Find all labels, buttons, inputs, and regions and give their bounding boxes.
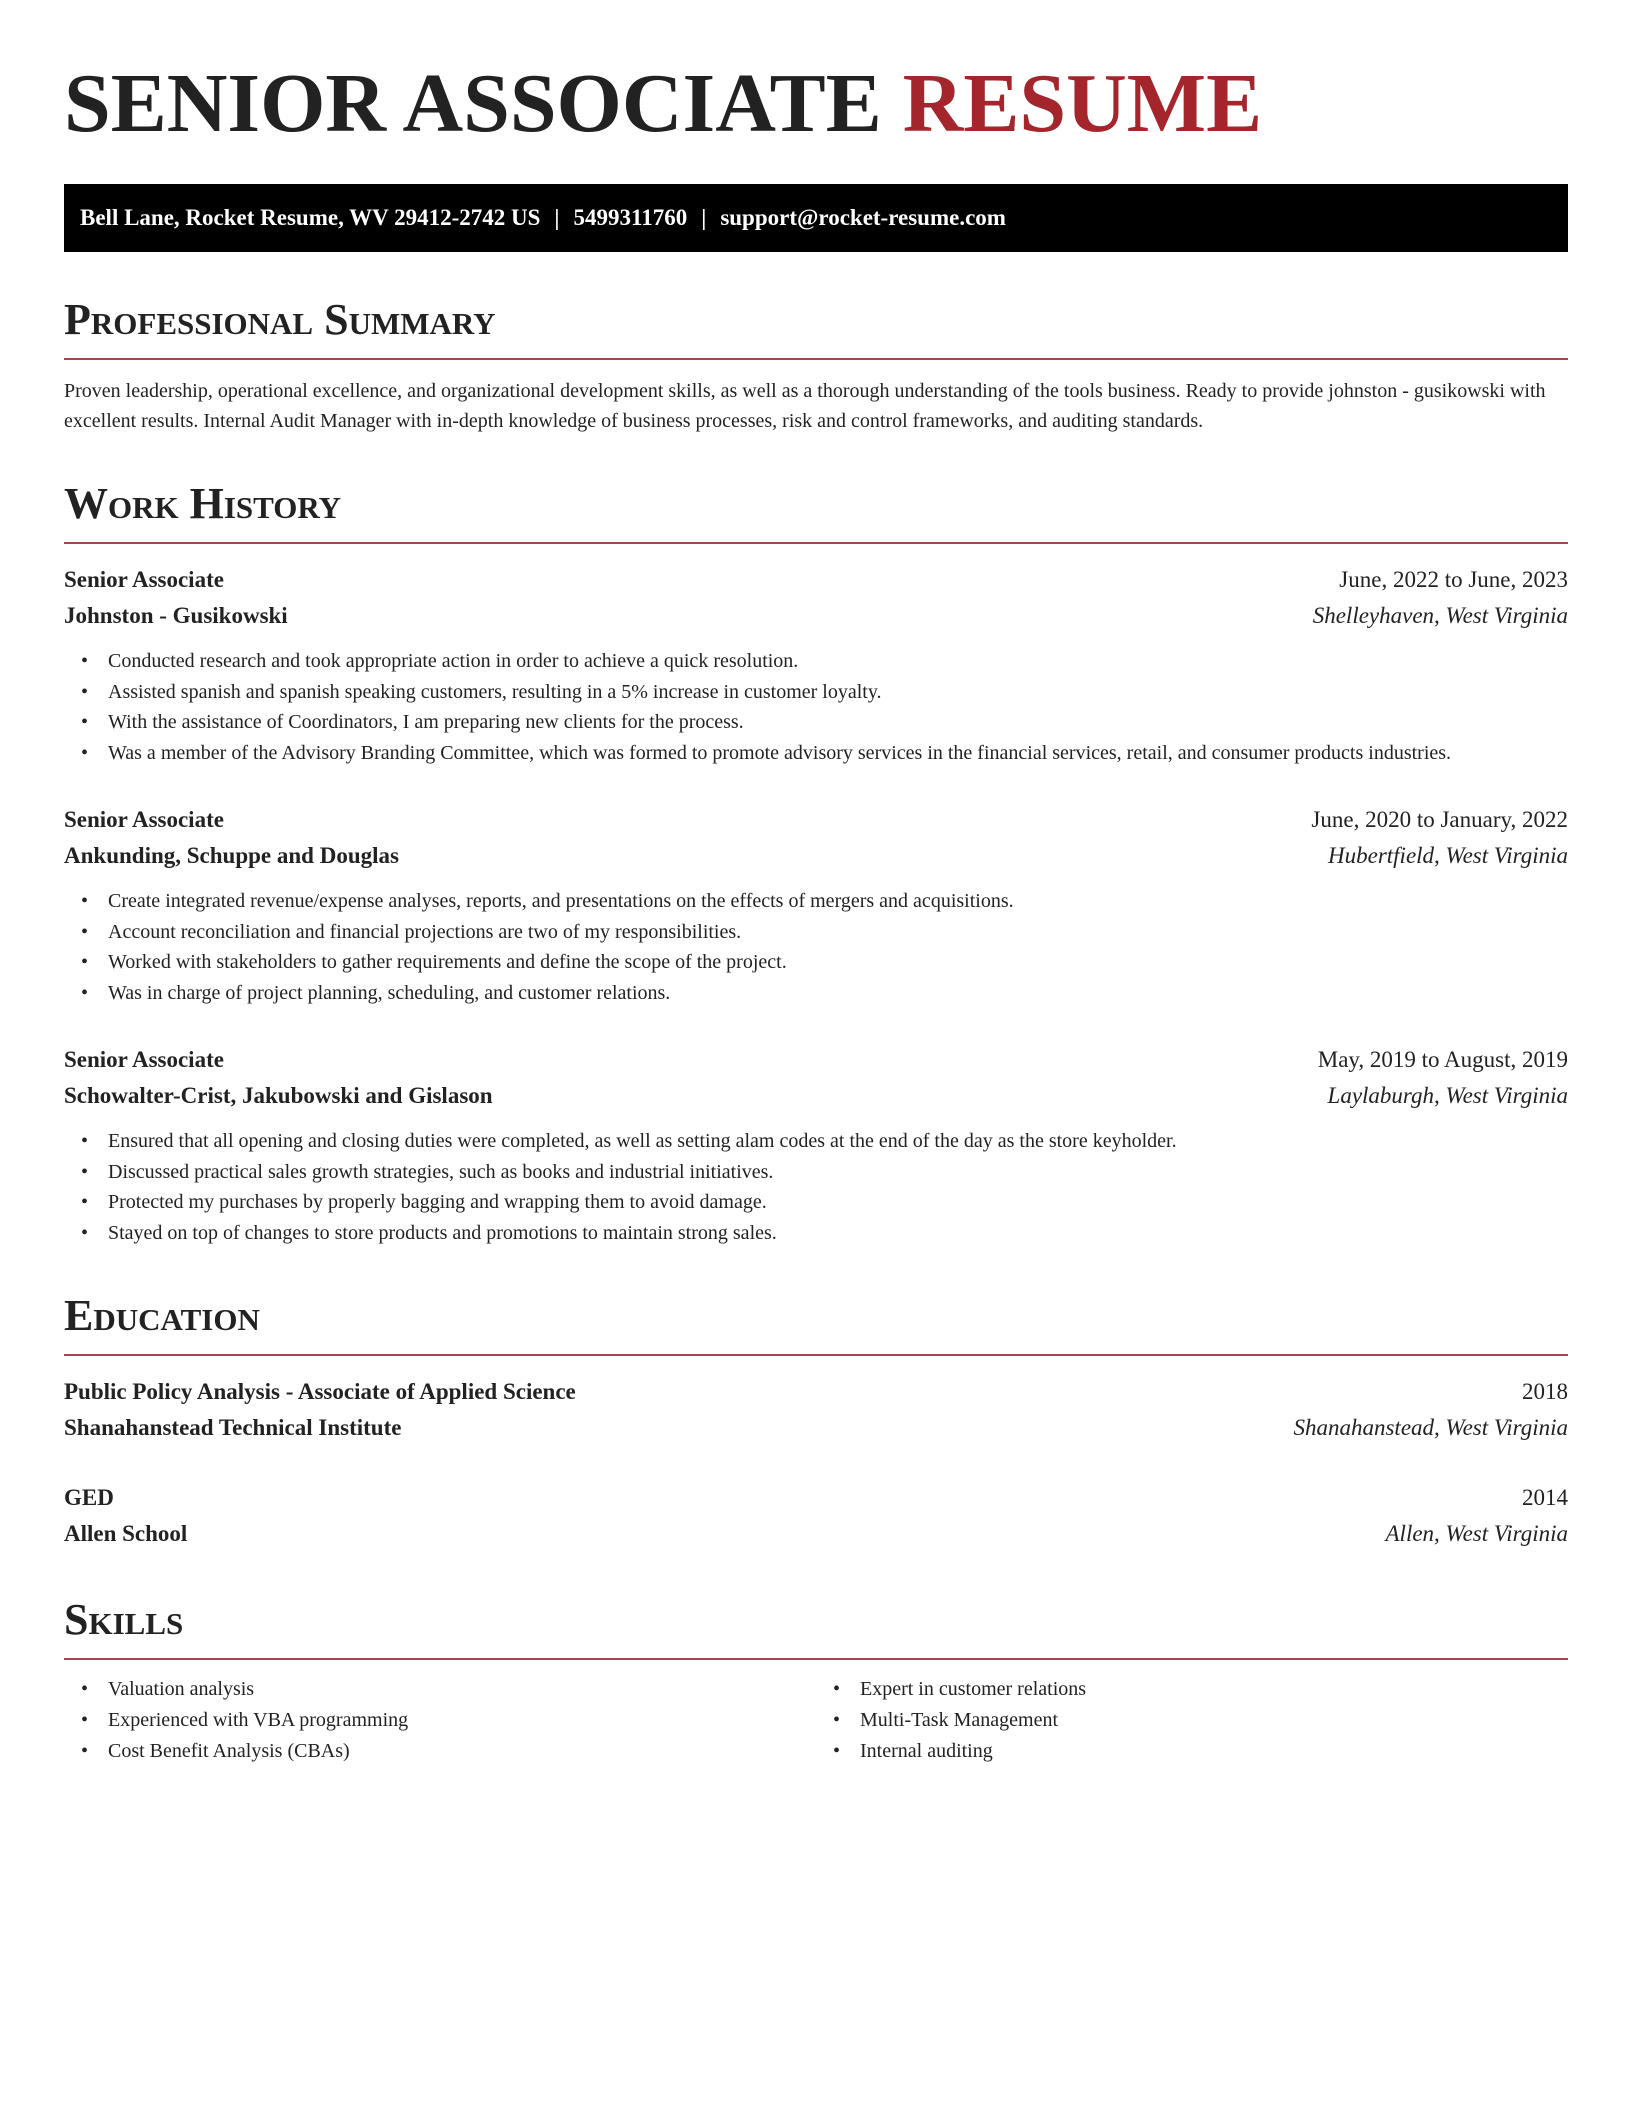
job-header-row	[64, 562, 1568, 598]
job-header-row	[64, 802, 1568, 838]
skills-column-left	[64, 1674, 816, 1767]
skills-section	[64, 1596, 1568, 1767]
bullet-icon: •	[81, 1160, 89, 1183]
skill-text: Multi-Task Management	[860, 1709, 1058, 1731]
education-location: Allen, West Virginia	[1385, 1521, 1568, 1546]
job-bullet-list	[64, 1126, 1568, 1248]
job-bullet-list	[64, 646, 1568, 768]
bullet-icon: •	[81, 650, 89, 672]
list-item	[64, 1736, 816, 1767]
bullet-text: Assisted spanish and spanish speaking customers, resulting in a 5% increase in customer loyalty.	[108, 680, 882, 703]
list-item	[816, 1736, 1568, 1767]
list-item	[816, 1705, 1568, 1736]
job-bullet-list	[64, 886, 1568, 1008]
title-main: SENIOR ASSOCIATE	[64, 57, 882, 150]
job-company-row	[64, 598, 1568, 634]
job-header-row	[64, 1042, 1568, 1078]
contact-phone: 5499311760	[573, 205, 688, 230]
job-entry	[64, 562, 1568, 768]
education-school: Shanahanstead Technical Institute	[64, 1415, 402, 1440]
education-year: 2018	[1522, 1379, 1568, 1404]
contact-email[interactable]: support@rocket-resume.com	[720, 205, 1006, 230]
job-company-row	[64, 838, 1568, 874]
list-item	[64, 1674, 816, 1705]
contact-separator: |	[554, 205, 560, 230]
job-title: Senior Associate	[64, 807, 224, 832]
resume-title	[64, 58, 1568, 150]
job-entry	[64, 1042, 1568, 1248]
bullet-icon: •	[81, 741, 89, 764]
list-item	[64, 646, 1568, 677]
bullet-text: Protected my purchases by properly bagging and wrapping them to avoid damage.	[108, 1191, 767, 1213]
bullet-text: With the assistance of Coordinators, I am preparing new clients for the process.	[108, 711, 744, 733]
bullet-text: Conducted research and took appropriate action in order to achieve a quick resolution.	[108, 650, 799, 672]
job-company: Schowalter-Crist, Jakubowski and Gislason	[64, 1083, 493, 1108]
title-accent: RESUME	[902, 57, 1263, 150]
job-entry	[64, 802, 1568, 1008]
bullet-text: Was a member of the Advisory Branding Committee, which was formed to promote advisory services in the financial services, retail, and consumer products industries.	[108, 741, 1452, 764]
list-item	[64, 1218, 1568, 1249]
bullet-icon: •	[81, 1130, 89, 1152]
bullet-text: Ensured that all opening and closing duties were completed, as well as setting alam codes at the end of the day as the store keyholder.	[108, 1130, 1177, 1152]
job-title: Senior Associate	[64, 1047, 224, 1072]
education-degree: Public Policy Analysis - Associate of Applied Science	[64, 1379, 576, 1404]
bullet-icon: •	[81, 951, 89, 973]
summary-section	[64, 296, 1568, 436]
list-item	[64, 707, 1568, 738]
bullet-icon: •	[833, 1678, 841, 1700]
skill-text: Valuation analysis	[108, 1678, 255, 1700]
section-divider	[64, 1658, 1568, 1660]
skill-text: Internal auditing	[860, 1740, 993, 1762]
skill-text: Cost Benefit Analysis (CBAs)	[108, 1740, 350, 1762]
job-company: Johnston - Gusikowski	[64, 603, 288, 628]
education-entry	[64, 1374, 1568, 1446]
bullet-icon: •	[81, 680, 89, 703]
job-company: Ankunding, Schuppe and Douglas	[64, 843, 399, 868]
education-school-row	[64, 1516, 1568, 1552]
list-item	[64, 1126, 1568, 1157]
education-location: Shanahanstead, West Virginia	[1293, 1415, 1568, 1440]
section-heading: Work History	[64, 479, 342, 528]
education-year: 2014	[1522, 1485, 1568, 1510]
summary-text: Proven leadership, operational excellence, and organizational development skills, as well as a thorough understanding of the tools business. Ready to provide johnston - gusikowski with excellent results. Internal Audit Manager with in-depth knowledge of business processes, risk and control frameworks, and auditing standards.	[64, 380, 1546, 432]
job-dates: June, 2022 to June, 2023	[1339, 567, 1568, 592]
bullet-text: Was in charge of project planning, scheduling, and customer relations.	[108, 981, 671, 1004]
bullet-icon: •	[81, 711, 89, 733]
work-history-section	[64, 480, 1568, 1248]
list-item	[64, 738, 1568, 769]
section-divider	[64, 542, 1568, 544]
bullet-icon: •	[81, 981, 89, 1004]
section-divider	[64, 1354, 1568, 1356]
job-location: Hubertfield, West Virginia	[1328, 843, 1568, 868]
bullet-text: Account reconciliation and financial projections are two of my responsibilities.	[108, 920, 742, 943]
education-header-row	[64, 1480, 1568, 1516]
bullet-text: Stayed on top of changes to store products and promotions to maintain strong sales.	[108, 1221, 777, 1244]
section-heading: Skills	[64, 1595, 184, 1644]
section-divider	[64, 358, 1568, 360]
bullet-icon: •	[81, 920, 89, 943]
education-school: Allen School	[64, 1521, 188, 1546]
list-item	[816, 1674, 1568, 1705]
education-header-row	[64, 1374, 1568, 1410]
job-location: Laylaburgh, West Virginia	[1327, 1083, 1568, 1108]
list-item	[64, 886, 1568, 917]
bullet-icon: •	[81, 890, 89, 912]
bullet-icon: •	[81, 1191, 89, 1213]
job-dates: May, 2019 to August, 2019	[1317, 1047, 1568, 1072]
bullet-icon: •	[833, 1709, 841, 1731]
job-title: Senior Associate	[64, 567, 224, 592]
bullet-text: Create integrated revenue/expense analyses, reports, and presentations on the effects of mergers and acquisitions.	[108, 890, 1014, 912]
list-item	[64, 677, 1568, 708]
education-section	[64, 1292, 1568, 1552]
list-item	[64, 978, 1568, 1009]
bullet-text: Discussed practical sales growth strategies, such as books and industrial initiatives.	[108, 1160, 774, 1183]
job-dates: June, 2020 to January, 2022	[1311, 807, 1568, 832]
bullet-icon: •	[81, 1678, 89, 1700]
education-entry	[64, 1480, 1568, 1552]
skills-list	[64, 1674, 816, 1767]
contact-separator: |	[701, 205, 707, 230]
contact-bar	[64, 184, 1568, 252]
skill-text: Experienced with VBA programming	[108, 1709, 409, 1731]
list-item	[64, 947, 1568, 978]
bullet-icon: •	[81, 1740, 89, 1762]
skills-grid	[64, 1674, 1568, 1767]
list-item	[64, 917, 1568, 948]
skills-list	[816, 1674, 1568, 1767]
bullet-icon: •	[833, 1740, 841, 1762]
bullet-icon: •	[81, 1709, 89, 1731]
education-school-row	[64, 1410, 1568, 1446]
section-heading: Education	[64, 1291, 260, 1340]
job-company-row	[64, 1078, 1568, 1114]
education-degree: GED	[64, 1485, 114, 1510]
bullet-icon: •	[81, 1221, 89, 1244]
job-location: Shelleyhaven, West Virginia	[1312, 603, 1568, 628]
list-item	[64, 1705, 816, 1736]
contact-address: Bell Lane, Rocket Resume, WV 29412-2742 US	[80, 205, 541, 230]
section-heading: Professional Summary	[64, 295, 496, 344]
skill-text: Expert in customer relations	[860, 1678, 1087, 1700]
skills-column-right	[816, 1674, 1568, 1767]
list-item	[64, 1157, 1568, 1188]
bullet-text: Worked with stakeholders to gather requirements and define the scope of the project.	[108, 951, 787, 973]
list-item	[64, 1187, 1568, 1218]
